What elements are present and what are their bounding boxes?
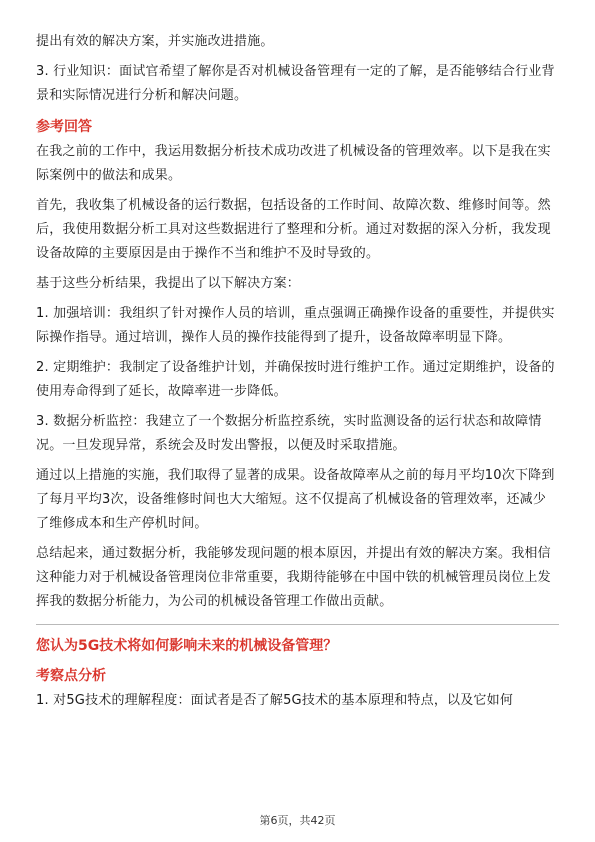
analysis-heading: 考察点分析: [36, 668, 106, 684]
analysis-paragraph: 1. 对5G技术的理解程度：面试者是否了解5G技术的基本原理和特点，以及它如何: [36, 693, 514, 708]
reference-answer-heading: 参考回答: [36, 119, 92, 135]
question-title: 您认为5G技术将如何影响未来的机械设备管理？: [36, 638, 338, 654]
answer-paragraph: 首先，我收集了机械设备的运行数据，包括设备的工作时间、故障次数、维修时间等。然后，我使用数据分析工具对这些数据进行了整理和分析。通过对数据的深入分析，我发现设备故障的主要原因是由于操作不当和维护不及时导致的。: [36, 198, 551, 261]
section-divider: [36, 624, 559, 625]
answer-paragraph: 总结起来，通过数据分析，我能够发现问题的根本原因，并提出有效的解决方案。我相信这种能力对于机械设备管理岗位非常重要，我期待能够在中国中铁的机械管理员岗位上发挥我的数据分析能力，为公司的机械设备管理工作做出贡献。: [36, 546, 551, 609]
answer-paragraph: 基于这些分析结果，我提出了以下解决方案：: [36, 276, 301, 291]
document-body: [36, 30, 559, 719]
answer-paragraph: 3. 数据分析监控：我建立了一个数据分析监控系统，实时监测设备的运行状态和故障情况。一旦发现异常，系统会及时发出警报，以便及时采取措施。: [36, 414, 542, 453]
answer-paragraph: 1. 加强培训：我组织了针对操作人员的培训，重点强调正确操作设备的重要性，并提供实际操作指导。通过培训，操作人员的操作技能得到了提升，设备故障率明显下降。: [36, 306, 555, 345]
paragraph-continuation: 提出有效的解决方案，并实施改进措施。: [36, 34, 274, 49]
answer-paragraph: 通过以上措施的实施，我们取得了显著的成果。设备故障率从之前的每月平均10次下降到了每月平均3次，设备维修时间也大大缩短。这不仅提高了机械设备的管理效率，还减少了维修成本和生产停机时间。: [36, 468, 555, 531]
paragraph-industry-knowledge: 3. 行业知识：面试官希望了解你是否对机械设备管理有一定的了解，是否能够结合行业背景和实际情况进行分析和解决问题。: [36, 64, 555, 103]
answer-paragraph: 在我之前的工作中，我运用数据分析技术成功改进了机械设备的管理效率。以下是我在实际案例中的做法和成果。: [36, 144, 551, 183]
answer-paragraph: 2. 定期维护：我制定了设备维护计划，并确保按时进行维护工作。通过定期维护，设备的使用寿命得到了延长，故障率进一步降低。: [36, 360, 555, 399]
page-number-footer: 第6页，共42页: [259, 814, 336, 827]
